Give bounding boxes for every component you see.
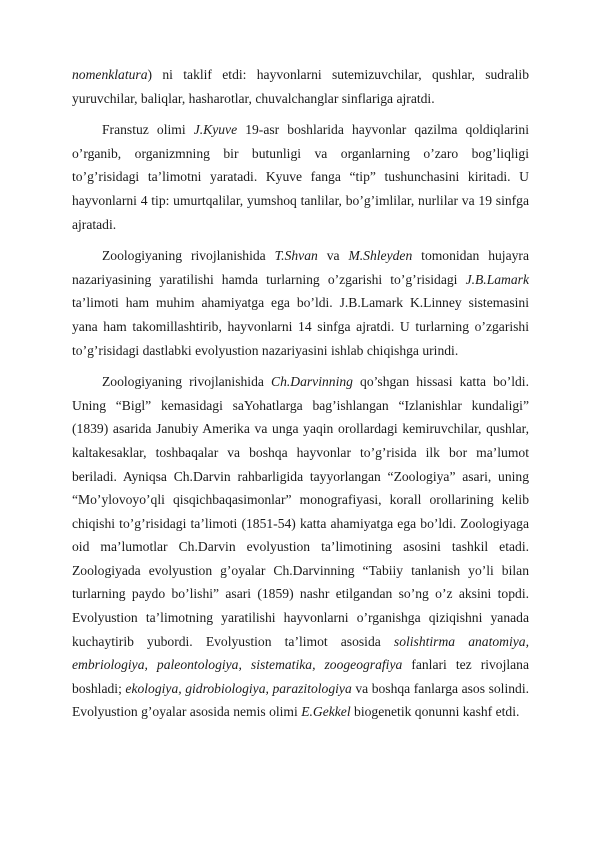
text-run: Franstuz olimi (102, 122, 194, 138)
text-run: qo’shgan hissasi katta bo’ldi. Uning “Bigl” kemasidagi saYohatlarga bag’ishlangan “Izlanishlar kundaligi” (1839) asarida Janubiy Amerika va unga yaqin orollardagi kemiruvchilar, qushlar, kaltakesaklar, toshbaqalar va boshqa hayvonlar to’g’risida ilk bor ma’lumot beriladi. Ayniqsa Ch.Darvin rahbarligida tayyorlangan “Zoologiya” asari, uning “Mo’ylovoyo’qli qisqichbaqasimonlar” monografiyasi, korall orollarining kelib chiqishi to’g’risidagi ta’limoti (1851-54) katta ahamiyatga ega bo’ldi. Zoologiyaga oid ma’lumotlar Ch.Darvin evolyustion ta’limotining asosini tashkil etadi. Zoologiyada evolyustion g’oyalar Ch.Darvinning “Tabiiy tanlanish yo’li bilan turlarning paydo bo’lishi” asari (1859) nashr etilgandan so’ng o’z aksini topdi. Evolyustion ta’limotning yaratilishi hayvonlarni o’rganishga qiziqishni yanada kuchaytirib yubordi. Evolyustion ta’limot asosida (72, 374, 529, 649)
sciences-list-1: solishtirma anatomiya, embriologiya, paleontologiya, sistematika, zoogeografiya (72, 633, 529, 673)
text-run: biogenetik qonunni kashf etdi. (350, 704, 520, 720)
document-page (72, 63, 529, 732)
name-lamark: J.B.Lamark (465, 271, 529, 287)
text-run: fanlari tez rivojlana boshladi; (72, 657, 530, 696)
paragraph-cell-theory (72, 244, 529, 362)
text-run: Zoologiyaning rivojlanishida (102, 374, 271, 390)
text-run: ) ni taklif etdi: hayvonlarni sutemizuvchilar, qushlar, sudralib yuruvchilar, baliqlar, hasharotlar, chuvalchanglar sinflariga ajratdi. (72, 67, 529, 106)
name-shvan: T.Shvan (274, 248, 318, 264)
name-shleyden: M.Shleyden (348, 248, 413, 264)
paragraph-darvin (72, 370, 529, 724)
text-run: tomonidan hujayra nazariyasining yaratilishi hamda turlarning o’zgarishi to’g’risidagi (72, 248, 529, 287)
text-run: va (317, 248, 349, 264)
text-run: Zoologiyaning rivojlanishida (102, 248, 275, 264)
name-gekkel: E.Gekkel (301, 704, 351, 720)
text-run: 19-asr boshlarida hayvonlar qazilma qoldiqlarini o’rganib, organizmning bir butunligi va organlarning o’zaro bog’liqligi to’g’risidagi ta’limotni yaratadi. Kyuve fanga “tip” tushunchasini kiritadi. U hayvonlarni 4 tip: umurtqalilar, yumshoq tanlilar, bo’g’imlilar, nurlilar va 19 sinfga ajratadi. (72, 122, 529, 232)
paragraph-classification (72, 63, 529, 110)
term-nomenklatura: nomenklatura (72, 67, 148, 82)
sciences-list-2: ekologiya, gidrobiologiya, parazitologiya (125, 680, 352, 696)
name-darvinning: Ch.Darvinning (271, 374, 353, 390)
text-run: ta’limoti ham muhim ahamiyatga ega bo’ldi. J.B.Lamark K.Linney sistemasini yana ham takomillashtirib, hayvonlarni 14 sinfga ajratdi. U turlarning o’zgarishi to’g’risidagi dastlabki evolyustion nazariyasini ishlab chiqishga urindi. (72, 295, 529, 358)
paragraph-kyuve (72, 118, 529, 236)
text-run: va boshqa fanlarga asos solindi. Evolyustion g’oyalar asosida nemis olimi (72, 680, 529, 720)
name-kyuve: J.Kyuve (193, 122, 238, 138)
